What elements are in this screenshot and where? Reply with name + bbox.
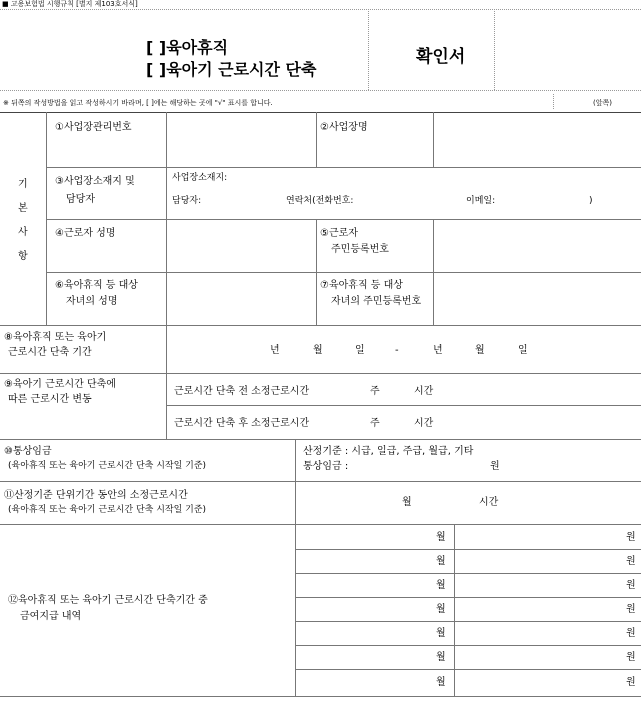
wage-basis[interactable]: 산정기준 : 시급, 일급, 주급, 월급, 기타 [303, 446, 474, 457]
side-label-char-1: 기 [18, 179, 28, 190]
period-start-day[interactable]: 일 [355, 345, 365, 356]
label-ordinary-wage: ⑩통상임금 [4, 446, 52, 457]
header-top-rule [0, 9, 641, 10]
hours-mid-line [166, 405, 641, 406]
payments-bottom-line [0, 696, 641, 697]
side-label-char-2: 본 [18, 203, 28, 214]
label-unit-hours-note: (육아휴직 또는 육아기 근로시간 단축 시작일 기준) [8, 505, 207, 515]
label-worker-id-1: ⑤근로자 [320, 228, 358, 239]
label-workplace-address-2: 담당자 [66, 194, 95, 205]
unit-hours-month[interactable]: 월 [402, 497, 412, 508]
period-bottom-line [0, 373, 641, 374]
side-label-divider [46, 112, 47, 325]
payment-row-line-1 [295, 549, 641, 550]
label-workplace-address-1: ③사업장소재지 및 [55, 176, 135, 187]
period-end-day[interactable]: 일 [518, 345, 528, 356]
field-contact-close-paren: ) [589, 196, 593, 206]
payment-row-line-3 [295, 597, 641, 598]
period-start-month[interactable]: 월 [313, 345, 323, 356]
basic-row-line-3 [46, 272, 641, 273]
label-hours-before: 근로시간 단축 전 소정근로시간 [174, 386, 310, 397]
hours-before-week[interactable]: 주 [370, 386, 380, 397]
payment-amount[interactable]: 원 [626, 628, 636, 639]
label-hours-after: 근로시간 단축 후 소정근로시간 [174, 418, 310, 429]
payment-month[interactable]: 월 [436, 580, 446, 591]
side-label-char-3: 사 [18, 227, 28, 238]
title-confirmation: 확인서 [416, 47, 466, 67]
label-period-2: 근로시간 단축 기간 [8, 347, 92, 358]
side-label-char-4: 항 [18, 251, 28, 262]
hours-before-unit: 시간 [414, 386, 434, 397]
title-parental-leave: [ ]육아휴직 [146, 38, 229, 57]
label-child-name-2: 자녀의 성명 [66, 296, 118, 307]
period-end-year[interactable]: 년 [433, 345, 443, 356]
page-side-note: (앞쪽) [593, 99, 612, 107]
unit-hours-bottom-line [0, 524, 641, 525]
period-dash: - [395, 345, 399, 356]
payment-month[interactable]: 월 [436, 628, 446, 639]
field-contact-person[interactable]: 담당자: [172, 196, 202, 206]
payment-month[interactable]: 월 [436, 652, 446, 663]
payment-month[interactable]: 월 [436, 556, 446, 567]
field-workplace-address[interactable]: 사업장소재지: [172, 173, 228, 183]
payment-month[interactable]: 월 [436, 677, 446, 688]
payment-row-line-4 [295, 621, 641, 622]
label-payments-1: ⑫육아휴직 또는 육아기 근로시간 단축기간 중 [8, 595, 208, 606]
wage-bottom-line [0, 481, 641, 482]
label-unit-hours: ⑪산정기준 단위기간 동안의 소정근로시간 [4, 490, 188, 501]
header-bottom-rule [0, 90, 641, 91]
instruction-divider [553, 94, 554, 109]
title-reduced-hours: [ ]육아기 근로시간 단축 [146, 60, 317, 79]
label-payments-2: 금여지급 내역 [20, 611, 82, 622]
hours-bottom-line [0, 439, 641, 440]
wage-amount-label: 통상임금 : [303, 461, 349, 472]
label-ordinary-wage-note: (육아휴직 또는 육아기 근로시간 단축 시작일 기준) [8, 461, 207, 471]
label-period-1: ⑧육아휴직 또는 육아기 [4, 332, 107, 343]
basic-col-divider-2a [316, 112, 317, 168]
header-divider-2 [494, 9, 495, 90]
payment-amount[interactable]: 원 [626, 677, 636, 688]
payment-row-line-2 [295, 573, 641, 574]
payment-amount[interactable]: 원 [626, 652, 636, 663]
hours-after-week[interactable]: 주 [370, 418, 380, 429]
payment-month[interactable]: 월 [436, 532, 446, 543]
basic-col-divider-3b [433, 219, 434, 325]
law-reference: ■ 고용보험법 시행규칙 [별지 제103호서식] [2, 0, 138, 8]
payment-amount[interactable]: 원 [626, 556, 636, 567]
label-child-name-1: ⑥육아휴직 등 대상 [55, 280, 138, 291]
payment-amount[interactable]: 원 [626, 580, 636, 591]
field-contact-phone[interactable]: 연락처(전화번호: [286, 196, 354, 206]
payment-row-line-6 [295, 669, 641, 670]
label-workplace-number: ①사업장관리번호 [55, 122, 132, 133]
payment-amount[interactable]: 원 [626, 532, 636, 543]
payment-row-line-5 [295, 645, 641, 646]
basic-row-line-1 [46, 167, 641, 168]
header-divider-1 [368, 9, 369, 90]
label-hours-change-2: 따른 근로시간 변동 [8, 394, 92, 405]
label-hours-change-1: ⑨육아기 근로시간 단축에 [4, 379, 116, 390]
table-top-border [0, 112, 641, 113]
period-hours-divider [166, 325, 167, 439]
instruction-text: ※ 뒤쪽의 작성방법을 읽고 작성하시기 바라며, [ ]에는 해당하는 곳에 "√" 표시를 합니다. [3, 99, 273, 107]
field-contact-email[interactable]: 이메일: [466, 196, 496, 206]
unit-hours-hours[interactable]: 시간 [479, 497, 499, 508]
label-workplace-name: ②사업장명 [320, 122, 368, 133]
period-start-year[interactable]: 년 [270, 345, 280, 356]
basic-col-divider-1 [166, 112, 167, 325]
basic-row-line-2 [46, 219, 641, 220]
payment-month[interactable]: 월 [436, 604, 446, 615]
wage-amount-won[interactable]: 원 [490, 461, 500, 472]
period-end-month[interactable]: 월 [475, 345, 485, 356]
label-worker-name: ④근로자 성명 [55, 228, 116, 239]
basic-col-divider-2b [316, 219, 317, 325]
basic-bottom-line [0, 325, 641, 326]
payment-amount[interactable]: 원 [626, 604, 636, 615]
basic-col-divider-3a [433, 112, 434, 168]
wage-divider [295, 439, 296, 524]
hours-after-unit: 시간 [414, 418, 434, 429]
label-child-id-2: 자녀의 주민등록번호 [331, 296, 422, 307]
label-child-id-1: ⑦육아휴직 등 대상 [320, 280, 403, 291]
label-worker-id-2: 주민등록번호 [331, 244, 389, 255]
